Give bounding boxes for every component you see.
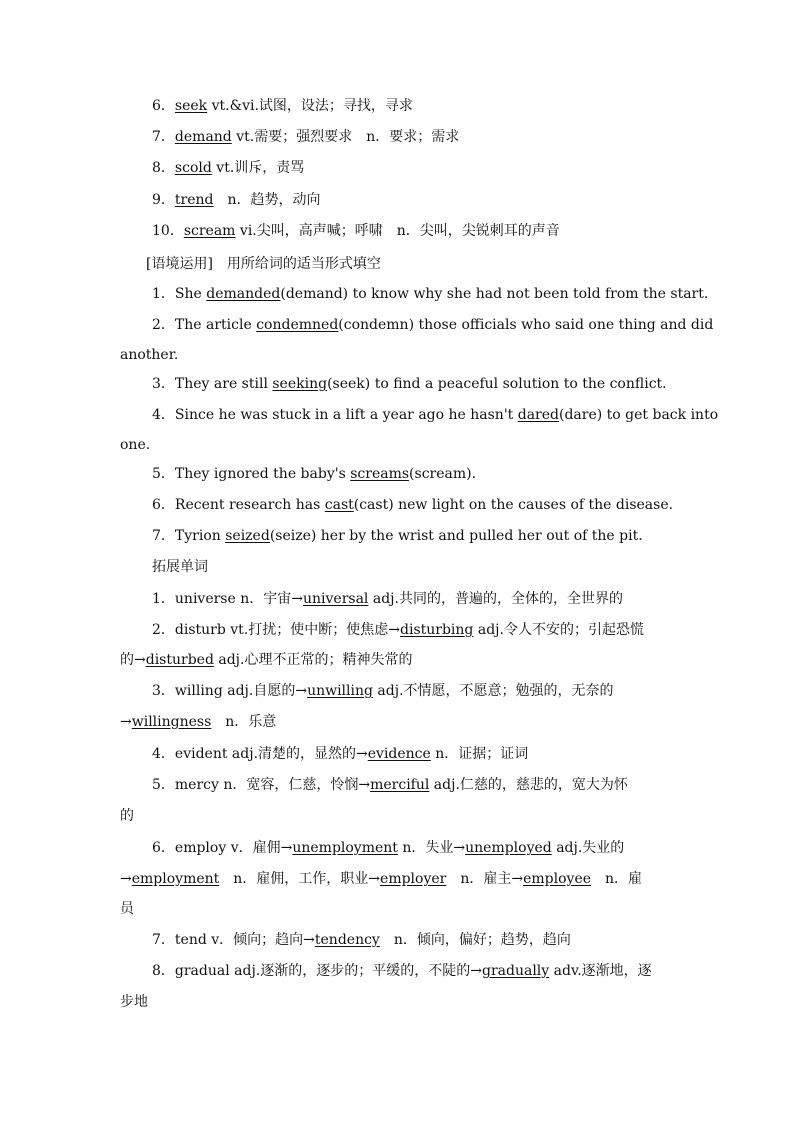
extension-text: n．乐意 — [211, 714, 277, 730]
extension-text: 4．evident adj.清楚的，显然的→ — [152, 746, 368, 762]
item-number: 7． — [152, 129, 175, 145]
item-number: 9． — [152, 192, 175, 208]
extension-text: adj.共同的，普遍的，全体的，全世界的 — [368, 591, 623, 607]
extension-text: n．雇主→ — [446, 871, 524, 887]
section-heading: [语境运用] 用所给词的适当形式填空 — [146, 256, 381, 272]
exercise-text: (cast) new light on the causes of the disease. — [353, 497, 674, 513]
answer: merciful — [370, 777, 430, 793]
answer: seeking — [272, 376, 328, 392]
extension-continuation — [120, 650, 680, 670]
extension-item — [152, 838, 712, 858]
section-heading: 拓展单词 — [152, 559, 208, 575]
extension-text: 7．tend v．倾向；趋向→ — [152, 932, 315, 948]
extension-item — [152, 744, 712, 764]
exercise-text: 1．She — [152, 286, 207, 302]
vocab-item — [152, 190, 712, 210]
vocab-word: seek — [174, 98, 208, 114]
answer: gradually — [482, 963, 550, 979]
extension-text: 8．gradual adj.逐渐的，逐步的；平缓的，不陡的→ — [152, 963, 482, 979]
answer: universal — [302, 591, 369, 607]
vocab-word: scold — [174, 160, 212, 176]
extension-item — [152, 930, 712, 950]
answer: demanded — [206, 286, 281, 302]
answer: employer — [380, 871, 447, 887]
answer: disturbed — [145, 652, 214, 668]
extension-continuation — [120, 869, 680, 889]
exercise-item — [152, 526, 712, 546]
answer: willingness — [131, 714, 212, 730]
exercise-text: (dare) to get back into — [559, 407, 719, 423]
extension-continuation: 员 — [120, 901, 134, 917]
extension-text: 6．employ v．雇佣→ — [152, 840, 293, 856]
answer: cast — [324, 497, 354, 513]
exercise-text: 2．The article — [152, 317, 257, 333]
item-number: 10． — [152, 223, 184, 239]
extension-text: adj.心理不正常的；精神失常的 — [213, 652, 413, 668]
answer: unwilling — [307, 683, 373, 699]
answer: unemployed — [465, 840, 552, 856]
vocab-definition: vi.尖叫，高声喊；呼啸 n．尖叫，尖锐刺耳的声音 — [235, 223, 560, 239]
extension-text: 的→ — [120, 652, 146, 668]
vocab-item — [152, 96, 712, 116]
vocab-item — [152, 221, 712, 241]
exercise-continuation: one. — [120, 437, 151, 453]
exercise-text: (demand) to know why she had not been told from the start. — [280, 286, 709, 302]
answer: condemned — [256, 317, 339, 333]
exercise-text: 4．Since he was stuck in a lift a year ago he hasn't — [152, 407, 518, 423]
exercise-text: 7．Tyrion — [152, 528, 226, 544]
exercise-text: (seek) to find a peaceful solution to the conflict. — [327, 376, 667, 392]
vocab-word: scream — [183, 223, 236, 239]
extension-item — [152, 681, 712, 701]
extension-text: adj.仁慈的，慈悲的，宽大为怀 — [429, 777, 628, 793]
answer: dared — [517, 407, 559, 423]
extension-text: → — [120, 871, 132, 887]
exercise-item — [152, 495, 712, 515]
vocab-item — [152, 127, 712, 147]
exercise-text: (seize) her by the wrist and pulled her out of the pit. — [269, 528, 643, 544]
item-number: 8． — [152, 160, 175, 176]
vocab-definition: vt.需要；强烈要求 n．要求；需求 — [231, 129, 460, 145]
exercise-text: (condemn) those officials who said one thing and did — [338, 317, 714, 333]
answer: tendency — [314, 932, 380, 948]
exercise-item — [152, 374, 712, 394]
extension-text: n．证据；证词 — [430, 746, 529, 762]
extension-text: n．雇 — [591, 871, 643, 887]
extension-text: adj.不情愿，不愿意；勉强的，无奈的 — [372, 683, 614, 699]
extension-item — [152, 589, 712, 609]
answer: unemployment — [292, 840, 398, 856]
vocab-word: demand — [174, 129, 232, 145]
answer: seized — [225, 528, 270, 544]
extension-text: n．倾向，偏好；趋势，趋向 — [379, 932, 571, 948]
exercise-item — [152, 405, 719, 425]
vocab-definition: vt.&vi.试图，设法；寻找，寻求 — [207, 98, 413, 114]
exercise-continuation: another. — [120, 347, 179, 363]
vocab-definition: n．趋势，动向 — [213, 192, 321, 208]
extension-text: adj.令人不安的；引起恐慌 — [473, 622, 644, 638]
extension-text: 1．universe n．宇宙→ — [152, 591, 303, 607]
extension-continuation — [120, 712, 680, 732]
answer: disturbing — [400, 622, 474, 638]
extension-text: adv.逐渐地，逐 — [549, 963, 652, 979]
extension-item — [152, 961, 712, 981]
exercise-item — [152, 315, 712, 335]
vocab-word: trend — [174, 192, 214, 208]
extension-text: 5．mercy n．宽容，仁慈，怜悯→ — [152, 777, 371, 793]
extension-item — [152, 620, 712, 640]
extension-continuation: 的 — [120, 808, 134, 824]
vocab-definition: vt.训斥，责骂 — [211, 160, 305, 176]
exercise-text: 5．They ignored the baby's — [152, 466, 351, 482]
extension-text: → — [120, 714, 132, 730]
extension-item — [152, 775, 712, 795]
item-number: 6． — [152, 98, 175, 114]
exercise-text: (scream). — [409, 466, 477, 482]
extension-text: n．雇佣，工作，职业→ — [219, 871, 381, 887]
answer: screams — [350, 466, 410, 482]
answer: evidence — [367, 746, 431, 762]
exercise-item — [152, 464, 712, 484]
exercise-text: 3．They are still — [152, 376, 273, 392]
extension-text: adj.失业的 — [551, 840, 625, 856]
answer: employee — [523, 871, 592, 887]
extension-continuation: 步地 — [120, 994, 148, 1010]
exercise-item — [152, 284, 712, 304]
answer: employment — [131, 871, 220, 887]
extension-text: 3．willing adj.自愿的→ — [152, 683, 308, 699]
extension-text: n．失业→ — [397, 840, 466, 856]
exercise-text: 6．Recent research has — [152, 497, 325, 513]
vocab-item — [152, 158, 712, 178]
extension-text: 2．disturb vt.打扰；使中断；使焦虑→ — [152, 622, 400, 638]
